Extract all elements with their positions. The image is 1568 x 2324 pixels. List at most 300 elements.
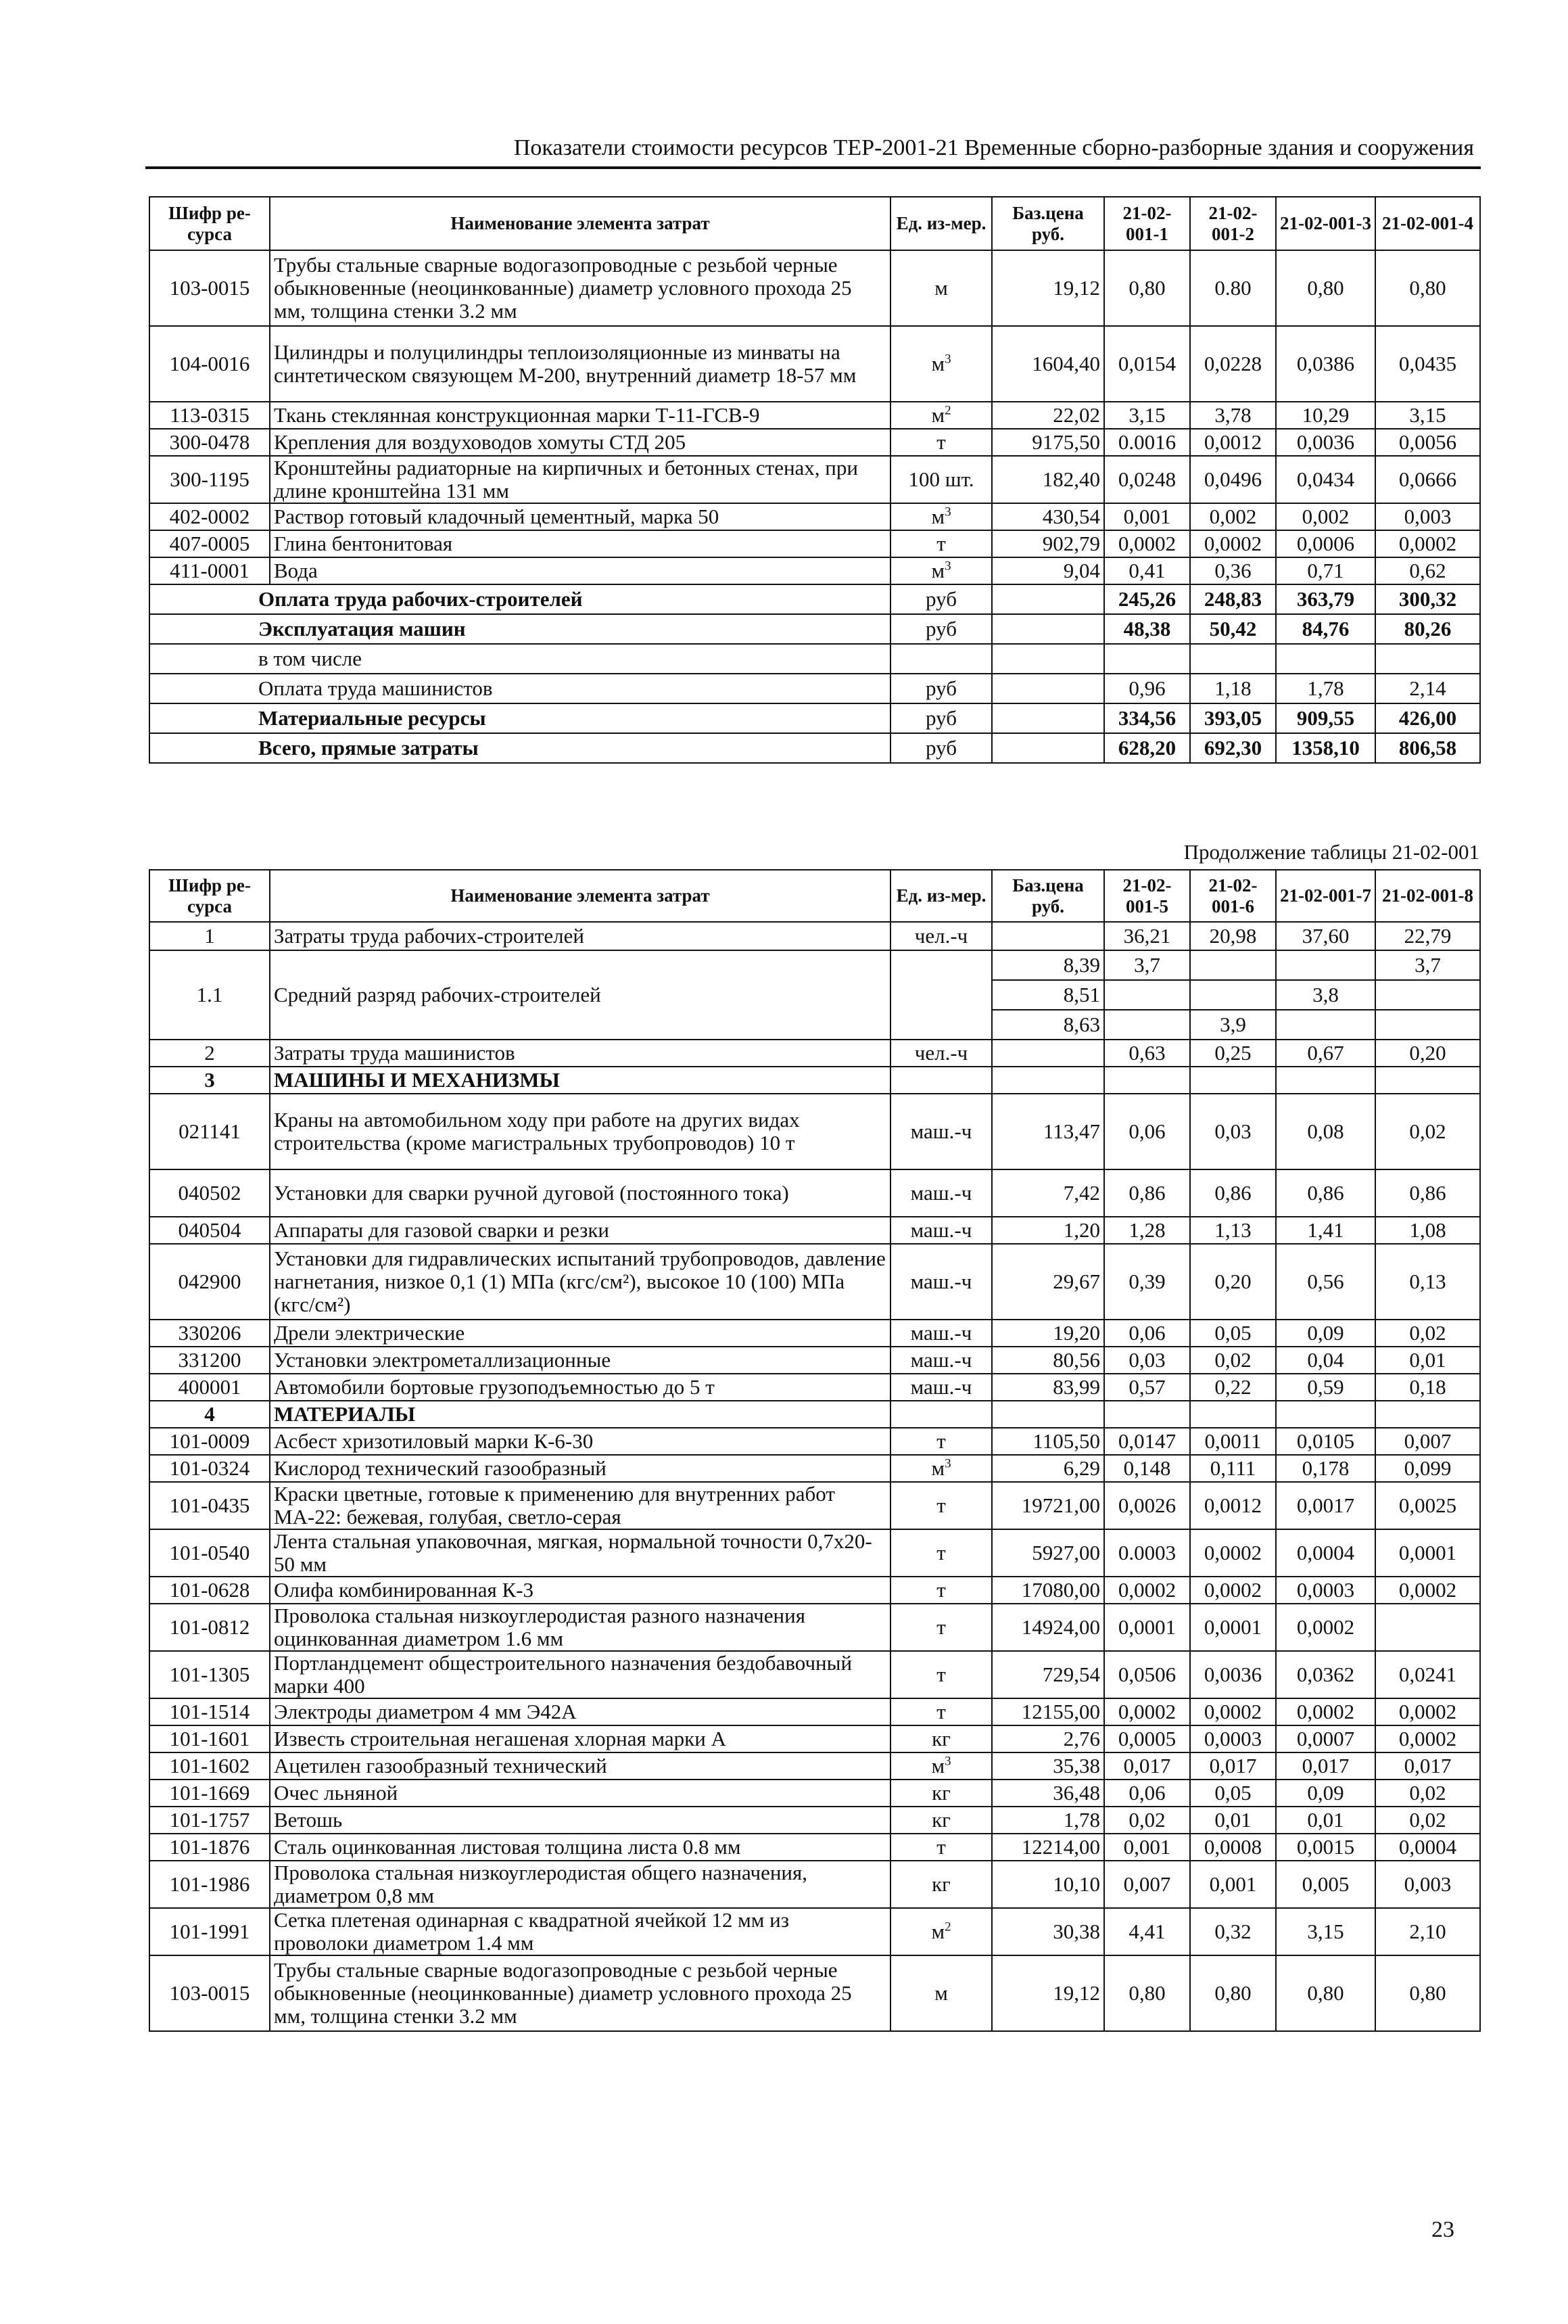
col-header-unit: Ед. из-мер. <box>890 197 992 250</box>
page-number: 23 <box>1431 2217 1454 2242</box>
unit-value: т <box>936 1615 946 1639</box>
value-cell: 692,30 <box>1190 733 1276 763</box>
unit-value: т <box>936 1541 946 1564</box>
value-cell <box>1104 980 1190 1010</box>
col-header-code: Шифр ре-сурса <box>149 870 270 922</box>
value-cell: 1358,10 <box>1276 733 1375 763</box>
value-cell: 80,26 <box>1375 614 1480 644</box>
base-price: 9,04 <box>992 557 1104 584</box>
table-row <box>149 1807 1480 1834</box>
value-cell: 0,02 <box>1375 1780 1480 1807</box>
value-cell: 0,0506 <box>1104 1651 1190 1698</box>
resource-name: Установки для гидравлических испытаний трубопроводов, давление нагнетания, низкое 0,1 (1) МПа (кгс/см²), высокое 10 (100) МПа (кгс/см²) <box>270 1244 890 1320</box>
resource-name: Раствор готовый кладочный цементный, марка 50 <box>270 503 890 530</box>
value-cell: 0,0241 <box>1375 1651 1480 1698</box>
base-price: 113,47 <box>992 1094 1104 1169</box>
resource-table-1 <box>149 196 1481 764</box>
unit-value: т <box>936 1429 946 1453</box>
value-cell <box>1190 980 1276 1010</box>
base-price: 12214,00 <box>992 1834 1104 1861</box>
value-cell: 3,7 <box>1375 950 1480 980</box>
resource-name: Вода <box>270 557 890 584</box>
table-row <box>149 326 1480 402</box>
resource-name: Автомобили бортовые грузоподъемностью до 5 т <box>270 1374 890 1401</box>
resource-code: 101-1669 <box>149 1780 270 1807</box>
base-price: 8,51 <box>992 980 1104 1010</box>
empty-cell <box>890 1401 992 1428</box>
base-price <box>992 584 1104 614</box>
table-row <box>149 456 1480 503</box>
unit-cell: руб <box>890 674 992 703</box>
col-header-variant: 21-02-001-7 <box>1276 870 1375 922</box>
resource-name: Олифа комбинированная К-3 <box>270 1577 890 1604</box>
base-price: 430,54 <box>992 503 1104 530</box>
value-cell <box>1276 1010 1375 1040</box>
base-price: 10,10 <box>992 1861 1104 1908</box>
value-cell: 0,0004 <box>1375 1834 1480 1861</box>
unit-exponent: 3 <box>945 352 951 367</box>
value-cell: 0,06 <box>1104 1094 1190 1169</box>
value-cell <box>1190 950 1276 980</box>
value-cell: 393,05 <box>1190 703 1276 733</box>
base-price: 9175,50 <box>992 429 1104 456</box>
resource-code: 1.1 <box>149 950 270 1040</box>
value-cell: 1,78 <box>1276 674 1375 703</box>
value-cell: 806,58 <box>1375 733 1480 763</box>
table-row <box>149 1725 1480 1752</box>
section-row <box>149 1067 1480 1094</box>
value-cell <box>1375 1010 1480 1040</box>
value-cell: 0,03 <box>1104 1347 1190 1374</box>
base-price: 36,48 <box>992 1780 1104 1807</box>
value-cell: 0,0002 <box>1276 1698 1375 1725</box>
table-row <box>149 1320 1480 1347</box>
table-row <box>149 503 1480 530</box>
value-cell: 0,57 <box>1104 1374 1190 1401</box>
unit-cell <box>890 1577 992 1604</box>
resource-code: 104-0016 <box>149 326 270 402</box>
empty-cell <box>1190 1067 1276 1094</box>
unit-cell <box>890 1698 992 1725</box>
table-row <box>149 1780 1480 1807</box>
col-header-variant: 21-02-001-1 <box>1104 197 1190 250</box>
unit-cell <box>890 1428 992 1455</box>
unit-value: т <box>936 1578 946 1602</box>
value-cell: 0,0248 <box>1104 456 1190 503</box>
value-cell: 48,38 <box>1104 614 1190 644</box>
unit-cell <box>890 1217 992 1244</box>
col-header-unit: Ед. из-мер. <box>890 870 992 922</box>
resource-name: Средний разряд рабочих-строителей <box>270 950 890 1040</box>
value-cell: 0,0012 <box>1190 1482 1276 1529</box>
value-cell: 0,0005 <box>1104 1725 1190 1752</box>
resource-code: 402-0002 <box>149 503 270 530</box>
base-price <box>992 614 1104 644</box>
value-cell: 0,0002 <box>1104 1698 1190 1725</box>
value-cell: 0,80 <box>1104 250 1190 326</box>
value-cell: 0,22 <box>1190 1374 1276 1401</box>
value-cell: 0,0006 <box>1276 530 1375 557</box>
value-cell: 0,017 <box>1104 1752 1190 1780</box>
base-price: 19,12 <box>992 1955 1104 2031</box>
value-cell: 0,0147 <box>1104 1428 1190 1455</box>
value-cell: 0,06 <box>1104 1780 1190 1807</box>
resource-code: 101-0628 <box>149 1577 270 1604</box>
base-price <box>992 922 1104 950</box>
unit-cell <box>890 1752 992 1780</box>
value-cell: 0,20 <box>1375 1040 1480 1067</box>
resource-name: Трубы стальные сварные водогазопроводные с резьбой черные обыкновенные (неоцинкованные) диаметр условного прохода 25 мм, толщина стенки 3.2 мм <box>270 1955 890 2031</box>
resource-name: Краны на автомобильном ходу при работе на других видах строительства (кроме магистральных трубопроводов) 10 т <box>270 1094 890 1169</box>
unit-cell <box>890 1244 992 1320</box>
section-number: 3 <box>149 1067 270 1094</box>
value-cell: 1,08 <box>1375 1217 1480 1244</box>
grade-row <box>149 950 1480 980</box>
unit-cell <box>890 1651 992 1698</box>
value-cell: 0,59 <box>1276 1374 1375 1401</box>
col-header-variant: 21-02-001-2 <box>1190 197 1276 250</box>
unit-cell <box>890 1374 992 1401</box>
value-cell: 0,62 <box>1375 557 1480 584</box>
value-cell: 426,00 <box>1375 703 1480 733</box>
section-row <box>149 1401 1480 1428</box>
unit-value: т <box>936 1663 946 1686</box>
value-cell: 0,01 <box>1276 1807 1375 1834</box>
resource-code: 411-0001 <box>149 557 270 584</box>
value-cell: 0,0002 <box>1190 1529 1276 1577</box>
unit-value: м <box>931 352 945 375</box>
unit-value: маш.-ч <box>910 1181 972 1205</box>
value-cell: 0,0002 <box>1375 1725 1480 1752</box>
empty-cell <box>1104 1401 1190 1428</box>
value-cell <box>1276 644 1375 674</box>
value-cell: 300,32 <box>1375 584 1480 614</box>
empty-cell <box>890 1067 992 1094</box>
col-header-code: Шифр ре-сурса <box>149 197 270 250</box>
section-title: МАТЕРИАЛЫ <box>270 1401 890 1428</box>
table-row <box>149 1577 1480 1604</box>
unit-cell <box>890 1834 992 1861</box>
empty-cell <box>1375 1401 1480 1428</box>
resource-name: Глина бентонитовая <box>270 530 890 557</box>
table-row <box>149 1347 1480 1374</box>
unit-value: м <box>931 403 945 427</box>
resource-code: 101-1876 <box>149 1834 270 1861</box>
value-cell: 0,86 <box>1375 1169 1480 1217</box>
value-cell: 0,02 <box>1104 1807 1190 1834</box>
value-cell: 0,0036 <box>1276 429 1375 456</box>
base-price: 6,29 <box>992 1455 1104 1482</box>
unit-value: маш.-ч <box>910 1218 972 1242</box>
resource-name: Кронштейны радиаторные на кирпичных и бетонных стенах, при длине кронштейна 131 мм <box>270 456 890 503</box>
resource-code: 101-0435 <box>149 1482 270 1529</box>
resource-code: 103-0015 <box>149 1955 270 2031</box>
value-cell: 0,09 <box>1276 1320 1375 1347</box>
summary-label: Всего, прямые затраты <box>149 733 890 763</box>
table-row <box>149 1908 1480 1955</box>
value-cell: 0,0003 <box>1190 1725 1276 1752</box>
value-cell: 0,32 <box>1190 1908 1276 1955</box>
value-cell: 0,0003 <box>1276 1577 1375 1604</box>
value-cell: 0,71 <box>1276 557 1375 584</box>
base-price: 19,20 <box>992 1320 1104 1347</box>
unit-cell <box>890 503 992 530</box>
unit-cell <box>890 644 992 674</box>
resource-name: Крепления для воздуховодов хомуты СТД 205 <box>270 429 890 456</box>
table-row <box>149 1698 1480 1725</box>
value-cell: 0.0016 <box>1104 429 1190 456</box>
unit-cell <box>890 1347 992 1374</box>
resource-code: 103-0015 <box>149 250 270 326</box>
value-cell: 0,0004 <box>1276 1529 1375 1577</box>
value-cell: 3,15 <box>1276 1908 1375 1955</box>
unit-value: маш.-ч <box>910 1321 972 1345</box>
value-cell: 0,0008 <box>1190 1834 1276 1861</box>
resource-name: Очес льняной <box>270 1780 890 1807</box>
table-row <box>149 1374 1480 1401</box>
value-cell: 0,002 <box>1276 503 1375 530</box>
col-header-variant: 21-02-001-8 <box>1375 870 1480 922</box>
col-header-name: Наименование элемента затрат <box>270 870 890 922</box>
unit-cell <box>890 1807 992 1834</box>
value-cell: 0,001 <box>1104 1834 1190 1861</box>
summary-label: в том числе <box>149 644 890 674</box>
resource-name: Затраты труда машинистов <box>270 1040 890 1067</box>
unit-cell <box>890 557 992 584</box>
base-price: 14924,00 <box>992 1604 1104 1651</box>
summary-label: Оплата труда рабочих-строителей <box>149 584 890 614</box>
value-cell: 1,41 <box>1276 1217 1375 1244</box>
value-cell: 0,08 <box>1276 1094 1375 1169</box>
resource-name: Лента стальная упаковочная, мягкая, нормальной точности 0,7х20-50 мм <box>270 1529 890 1577</box>
value-cell: 0,20 <box>1190 1244 1276 1320</box>
summary-label: Материальные ресурсы <box>149 703 890 733</box>
empty-cell <box>1375 1067 1480 1094</box>
value-cell: 0,0001 <box>1104 1604 1190 1651</box>
continuation-label: Продолжение таблицы 21-02-001 <box>1183 840 1479 864</box>
unit-cell: руб <box>890 733 992 763</box>
value-cell: 0,111 <box>1190 1455 1276 1482</box>
value-cell: 0,0002 <box>1104 530 1190 557</box>
resource-name: Краски цветные, готовые к применению для внутренних работ МА-22: бежевая, голубая, светло-серая <box>270 1482 890 1529</box>
section-number: 4 <box>149 1401 270 1428</box>
unit-value: кг <box>932 1808 951 1832</box>
base-price <box>992 703 1104 733</box>
table-row <box>149 922 1480 950</box>
value-cell: 0,0025 <box>1375 1482 1480 1529</box>
value-cell: 0,0056 <box>1375 429 1480 456</box>
resource-name: Сетка плетеная одинарная с квадратной ячейкой 12 мм из проволоки диаметром 1.4 мм <box>270 1908 890 1955</box>
value-cell: 0,0017 <box>1276 1482 1375 1529</box>
value-cell: 0,03 <box>1190 1094 1276 1169</box>
col-header-variant: 21-02-001-3 <box>1276 197 1375 250</box>
summary-label: Оплата труда машинистов <box>149 674 890 703</box>
table-row <box>149 1604 1480 1651</box>
unit-cell <box>890 1955 992 2031</box>
unit-value: маш.-ч <box>910 1119 972 1143</box>
summary-row <box>149 644 1480 674</box>
value-cell: 0.80 <box>1190 250 1276 326</box>
resource-code: 101-0324 <box>149 1455 270 1482</box>
base-price <box>992 674 1104 703</box>
base-price: 19,12 <box>992 250 1104 326</box>
value-cell: 0,0002 <box>1190 1577 1276 1604</box>
resource-name: Цилиндры и полуцилиндры теплоизоляционные из минваты на синтетическом связующем М-200, внутренний диаметр 18-57 мм <box>270 326 890 402</box>
value-cell: 0,25 <box>1190 1040 1276 1067</box>
unit-cell <box>890 250 992 326</box>
table-row <box>149 1651 1480 1698</box>
value-cell: 0,005 <box>1276 1861 1375 1908</box>
value-cell: 0,007 <box>1375 1428 1480 1455</box>
value-cell: 3,7 <box>1104 950 1190 980</box>
unit-value: кг <box>932 1872 951 1896</box>
base-price: 5927,00 <box>992 1529 1104 1577</box>
resource-code: 101-1514 <box>149 1698 270 1725</box>
unit-value: т <box>936 1493 946 1517</box>
unit-cell <box>890 950 992 1040</box>
value-cell: 1,28 <box>1104 1217 1190 1244</box>
unit-cell <box>890 1725 992 1752</box>
base-price: 83,99 <box>992 1374 1104 1401</box>
resource-code: 101-1305 <box>149 1651 270 1698</box>
value-cell: 0,86 <box>1104 1169 1190 1217</box>
value-cell: 1,13 <box>1190 1217 1276 1244</box>
page-title: Показатели стоимости ресурсов ТЕР-2001-21 Временные сборно-разборные здания и сооружения <box>513 135 1474 160</box>
resource-code: 101-1757 <box>149 1807 270 1834</box>
unit-value: кг <box>932 1727 951 1750</box>
unit-value: т <box>936 430 946 454</box>
value-cell: 0,36 <box>1190 557 1276 584</box>
unit-value: чел.-ч <box>914 924 968 948</box>
resource-name: Портландцемент общестроительного назначения бездобавочный марки 400 <box>270 1651 890 1698</box>
value-cell: 0,86 <box>1276 1169 1375 1217</box>
unit-exponent: 3 <box>945 559 951 574</box>
value-cell: 0,0012 <box>1190 429 1276 456</box>
base-price: 8,39 <box>992 950 1104 980</box>
value-cell: 334,56 <box>1104 703 1190 733</box>
unit-value: м <box>931 1754 945 1777</box>
unit-cell <box>890 1861 992 1908</box>
resource-name: Ткань стеклянная конструкционная марки Т-11-ГСВ-9 <box>270 402 890 429</box>
base-price: 182,40 <box>992 456 1104 503</box>
unit-cell: руб <box>890 703 992 733</box>
value-cell: 0,80 <box>1190 1955 1276 2031</box>
value-cell: 4,41 <box>1104 1908 1190 1955</box>
unit-value: м <box>934 1981 948 2005</box>
base-price: 1604,40 <box>992 326 1104 402</box>
value-cell: 3,15 <box>1375 402 1480 429</box>
unit-value: маш.-ч <box>910 1348 972 1372</box>
resource-name: Ацетилен газообразный технический <box>270 1752 890 1780</box>
value-cell: 0,0002 <box>1276 1604 1375 1651</box>
value-cell: 0,007 <box>1104 1861 1190 1908</box>
base-price: 12155,00 <box>992 1698 1104 1725</box>
empty-cell <box>1104 1067 1190 1094</box>
unit-cell <box>890 922 992 950</box>
table-row <box>149 1169 1480 1217</box>
value-cell: 0,02 <box>1375 1807 1480 1834</box>
value-cell: 0,80 <box>1104 1955 1190 2031</box>
value-cell: 0,0002 <box>1190 530 1276 557</box>
resource-code: 101-1602 <box>149 1752 270 1780</box>
base-price: 22,02 <box>992 402 1104 429</box>
value-cell: 0,0001 <box>1375 1529 1480 1577</box>
value-cell: 0,86 <box>1190 1169 1276 1217</box>
value-cell: 0,0435 <box>1375 326 1480 402</box>
unit-exponent: 3 <box>945 1456 951 1471</box>
resource-name: Затраты труда рабочих-строителей <box>270 922 890 950</box>
unit-value: т <box>936 1835 946 1859</box>
resource-name: Трубы стальные сварные водогазопроводные с резьбой черные обыкновенные (неоцинкованные) диаметр условного прохода 25 мм, толщина стенки 3.2 мм <box>270 250 890 326</box>
value-cell: 0,02 <box>1375 1320 1480 1347</box>
summary-label: Эксплуатация машин <box>149 614 890 644</box>
value-cell <box>1104 644 1190 674</box>
value-cell: 0,67 <box>1276 1040 1375 1067</box>
table-header-row <box>149 870 1480 922</box>
unit-cell <box>890 530 992 557</box>
table-row <box>149 1482 1480 1529</box>
unit-value: маш.-ч <box>910 1270 972 1293</box>
value-cell: 245,26 <box>1104 584 1190 614</box>
table-row <box>149 1217 1480 1244</box>
table-row <box>149 1529 1480 1577</box>
value-cell: 0,0007 <box>1276 1725 1375 1752</box>
resource-code: 040502 <box>149 1169 270 1217</box>
value-cell: 0,05 <box>1190 1780 1276 1807</box>
unit-value: т <box>936 532 946 555</box>
unit-exponent: 3 <box>945 1754 951 1769</box>
value-cell: 0,0228 <box>1190 326 1276 402</box>
unit-value: м <box>931 1456 945 1480</box>
base-price: 2,76 <box>992 1725 1104 1752</box>
value-cell: 0,0434 <box>1276 456 1375 503</box>
value-cell: 0,56 <box>1276 1244 1375 1320</box>
value-cell: 0,63 <box>1104 1040 1190 1067</box>
base-price: 902,79 <box>992 530 1104 557</box>
value-cell: 0,06 <box>1104 1320 1190 1347</box>
unit-value: маш.-ч <box>910 1375 972 1399</box>
base-price: 1105,50 <box>992 1428 1104 1455</box>
value-cell: 0.0003 <box>1104 1529 1190 1577</box>
value-cell: 3,78 <box>1190 402 1276 429</box>
col-header-variant: 21-02-001-5 <box>1104 870 1190 922</box>
value-cell: 0,39 <box>1104 1244 1190 1320</box>
value-cell: 0,01 <box>1190 1807 1276 1834</box>
value-cell: 0,13 <box>1375 1244 1480 1320</box>
value-cell: 0,80 <box>1276 1955 1375 2031</box>
resource-code: 331200 <box>149 1347 270 1374</box>
value-cell <box>1276 950 1375 980</box>
unit-value: м <box>934 276 948 300</box>
unit-cell <box>890 1320 992 1347</box>
resource-code: 021141 <box>149 1094 270 1169</box>
value-cell: 2,10 <box>1375 1908 1480 1955</box>
base-price: 35,38 <box>992 1752 1104 1780</box>
resource-name: Установки для сварки ручной дуговой (постоянного тока) <box>270 1169 890 1217</box>
summary-row <box>149 614 1480 644</box>
value-cell: 0,003 <box>1375 503 1480 530</box>
table-row <box>149 1094 1480 1169</box>
unit-value: 100 шт. <box>908 467 974 491</box>
table-row <box>149 1428 1480 1455</box>
base-price <box>992 644 1104 674</box>
value-cell: 0,0496 <box>1190 456 1276 503</box>
value-cell <box>1375 1604 1480 1651</box>
value-cell: 0,96 <box>1104 674 1190 703</box>
resource-name: Известь строительная негашеная хлорная марки А <box>270 1725 890 1752</box>
value-cell: 0,41 <box>1104 557 1190 584</box>
table-body <box>149 250 1480 763</box>
